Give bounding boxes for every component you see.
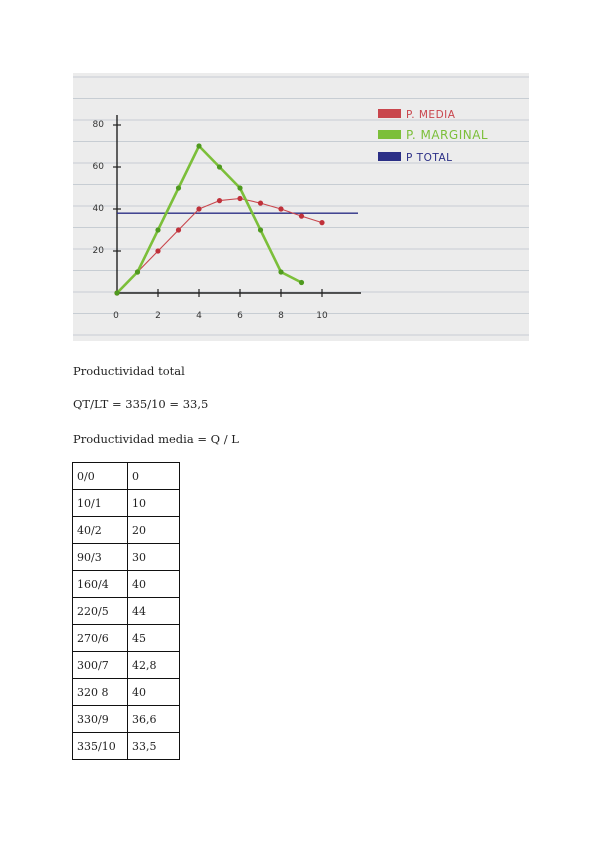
data-point-p-marginal [135, 269, 140, 274]
table-cell-value: 45 [128, 625, 180, 652]
table-row [73, 625, 180, 652]
table-cell-ratio: 10/1 [73, 490, 128, 517]
data-point-p-media [155, 248, 160, 253]
table-cell-value: 44 [128, 598, 180, 625]
y-tick-label: 40 [92, 204, 104, 214]
table-cell-ratio: 300/7 [73, 652, 128, 679]
data-point-p-marginal [155, 227, 160, 232]
data-point-p-media [196, 206, 201, 211]
series-p-media [114, 196, 324, 296]
y-tick-label: 20 [92, 246, 104, 256]
table-cell-value: 42,8 [128, 652, 180, 679]
legend-label-p-marginal: P. MARGINAL [406, 128, 489, 142]
table-row [73, 706, 180, 733]
x-tick-label: 2 [155, 311, 161, 321]
table-row [73, 652, 180, 679]
data-point-p-media [258, 201, 263, 206]
table-cell-ratio: 270/6 [73, 625, 128, 652]
data-point-p-media [237, 196, 242, 201]
x-tick-label: 8 [278, 311, 284, 321]
formula-media: Productividad media = Q / L [73, 432, 239, 446]
heading-productividad-total: Productividad total [73, 364, 185, 378]
x-tick-label: 4 [196, 311, 202, 321]
table-cell-ratio: 330/9 [73, 706, 128, 733]
data-point-p-media [319, 220, 324, 225]
data-point-p-media [299, 214, 304, 219]
x-tick-label: 6 [237, 311, 243, 321]
table-cell-ratio: 160/4 [73, 571, 128, 598]
table-row [73, 544, 180, 571]
data-point-p-marginal [258, 227, 263, 232]
legend-label-p-total: P TOTAL [406, 152, 453, 164]
table-cell-value: 40 [128, 571, 180, 598]
table-cell-value: 30 [128, 544, 180, 571]
series-p-marginal [114, 143, 304, 295]
graph-photo [73, 73, 529, 341]
formula-total: QT/LT = 335/10 = 33,5 [73, 397, 209, 411]
table-cell-ratio: 335/10 [73, 733, 128, 760]
table-cell-value: 10 [128, 490, 180, 517]
legend-swatch-p-total [378, 152, 401, 161]
legend-swatch-p-marginal [378, 130, 401, 139]
x-tick-label: 0 [113, 311, 119, 321]
chart-legend [378, 109, 488, 164]
table-cell-value: 40 [128, 679, 180, 706]
data-point-p-marginal [217, 164, 222, 169]
table-cell-ratio: 320 8 [73, 679, 128, 706]
table-cell-ratio: 90/3 [73, 544, 128, 571]
data-point-p-marginal [176, 185, 181, 190]
table-cell-ratio: 220/5 [73, 598, 128, 625]
chart [73, 73, 529, 341]
data-point-p-marginal [237, 185, 242, 190]
legend-label-p-media: P. MEDIA [406, 109, 456, 121]
table-row [73, 598, 180, 625]
table-cell-ratio: 0/0 [73, 463, 128, 490]
data-point-p-marginal [299, 280, 304, 285]
data-point-p-marginal [114, 290, 119, 295]
table-row [73, 571, 180, 598]
table-cell-value: 20 [128, 517, 180, 544]
data-point-p-media [217, 198, 222, 203]
table-row [73, 463, 180, 490]
table-row [73, 679, 180, 706]
table-row [73, 490, 180, 517]
data-point-p-marginal [278, 269, 283, 274]
data-point-p-media [176, 227, 181, 232]
notebook-lines [73, 77, 529, 335]
legend-swatch-p-media [378, 109, 401, 118]
y-tick-label: 60 [92, 162, 104, 172]
table-cell-ratio: 40/2 [73, 517, 128, 544]
table-cell-value: 0 [128, 463, 180, 490]
x-ticks [113, 289, 328, 321]
table-row [73, 517, 180, 544]
data-point-p-marginal [196, 143, 201, 148]
x-tick-label: 10 [316, 311, 328, 321]
table-row [73, 733, 180, 760]
table-cell-value: 36,6 [128, 706, 180, 733]
productividad-media-table [72, 462, 180, 760]
data-point-p-media [278, 206, 283, 211]
table-cell-value: 33,5 [128, 733, 180, 760]
y-tick-label: 80 [92, 120, 104, 130]
